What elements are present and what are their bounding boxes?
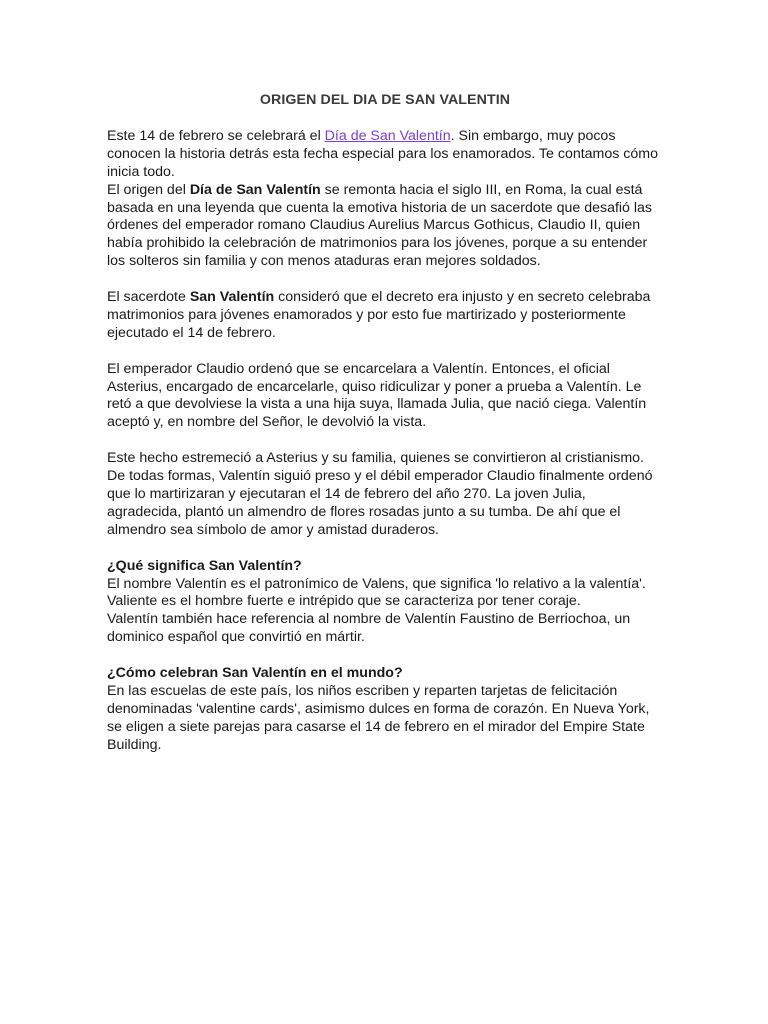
heading-world: ¿Cómo celebran San Valentín en el mundo? <box>107 665 403 682</box>
document-page <box>107 92 663 755</box>
spacer <box>107 647 663 665</box>
paragraph-asterius: Este hecho estremeció a Asterius y su familia, quienes se convirtieron al cristianismo. De todas formas, Valentín siguió preso y el débil emperador Claudio finalmente ordenó que lo martirizaran y ejecutaran el 14 de febrero del año 270. La joven Julia, agradecida, plantó un almendro de flores rosadas junto a su tumba. De ahí que el almendro sea símbolo de amor y amistad duraderos. <box>107 450 653 538</box>
paragraph-berriochoa: Valentín también hace referencia al nombre de Valentín Faustino de Berriochoa, un dominico español que convirtió en mártir. <box>107 611 631 646</box>
paragraph-world: En las escuelas de este país, los niños escriben y reparten tarjetas de felicitación denominadas 'valentine cards', asimismo dulces en forma de corazón. En Nueva York, se eligen a siete parejas para casarse el 14 de febrero en el mirador del Empire State Building. <box>107 682 650 753</box>
paragraph-intro-text-2: . Sin embargo, muy pocos conocen la historia detrás esta fecha especial para los enamorados. Te contamos cómo inicia todo. <box>107 127 658 180</box>
heading-meaning: ¿Qué significa San Valentín? <box>107 557 302 574</box>
paragraph-priest-bold: San Valentín <box>189 289 275 306</box>
paragraph-intro <box>107 128 663 182</box>
paragraph-origin-text-1: El origen del <box>107 181 190 198</box>
paragraph-origin <box>107 182 663 272</box>
paragraph-emperor: El emperador Claudio ordenó que se encarcelara a Valentín. Entonces, el oficial Asterius, encargado de encarcelarle, quiso ridiculizar y poner a prueba a Valentín. Le retó a que devolviese la vista a una hija suya, llamada Julia, que nació ciega. Valentín aceptó y, en nombre del Señor, le devolvió la vista. <box>107 360 647 431</box>
paragraph-intro-text-1: Este 14 de febrero se celebrará el <box>107 127 325 144</box>
document-title: ORIGEN DEL DIA DE SAN VALENTIN <box>259 92 511 108</box>
spacer <box>107 343 663 361</box>
paragraph-origin-text-2: se remonta hacia el siglo III, en Roma, la cual está basada en una leyenda que cuenta la emotiva historia de un sacerdote que desafió las órdenes del emperador romano Claudius Aurelius Marcus Gothicus, Claudio II, quien había prohibido la celebración de matrimonios para los jóvenes, porque a su entender los solteros sin familia y con menos ataduras eran mejores soldados. <box>107 181 653 270</box>
paragraph-meaning: El nombre Valentín es el patronímico de Valens, que significa 'lo relativo a la valentía'. Valiente es el hombre fuerte e intrépido que se caracteriza por tener coraje. <box>107 575 646 610</box>
spacer <box>107 432 663 450</box>
paragraph-priest-text-2: consideró que el decreto era injusto y en secreto celebraba matrimonios para jóvenes enamorados y por esto fue martirizado y posteriormente ejecutado el 14 de febrero. <box>107 289 651 341</box>
dia-de-san-valentin-link[interactable]: Día de San Valentín <box>324 127 451 144</box>
spacer <box>107 271 663 289</box>
paragraph-origin-bold: Día de San Valentín <box>189 181 321 198</box>
paragraph-priest-text-1: El sacerdote <box>107 289 190 306</box>
spacer <box>107 540 663 558</box>
paragraph-priest <box>107 289 663 343</box>
